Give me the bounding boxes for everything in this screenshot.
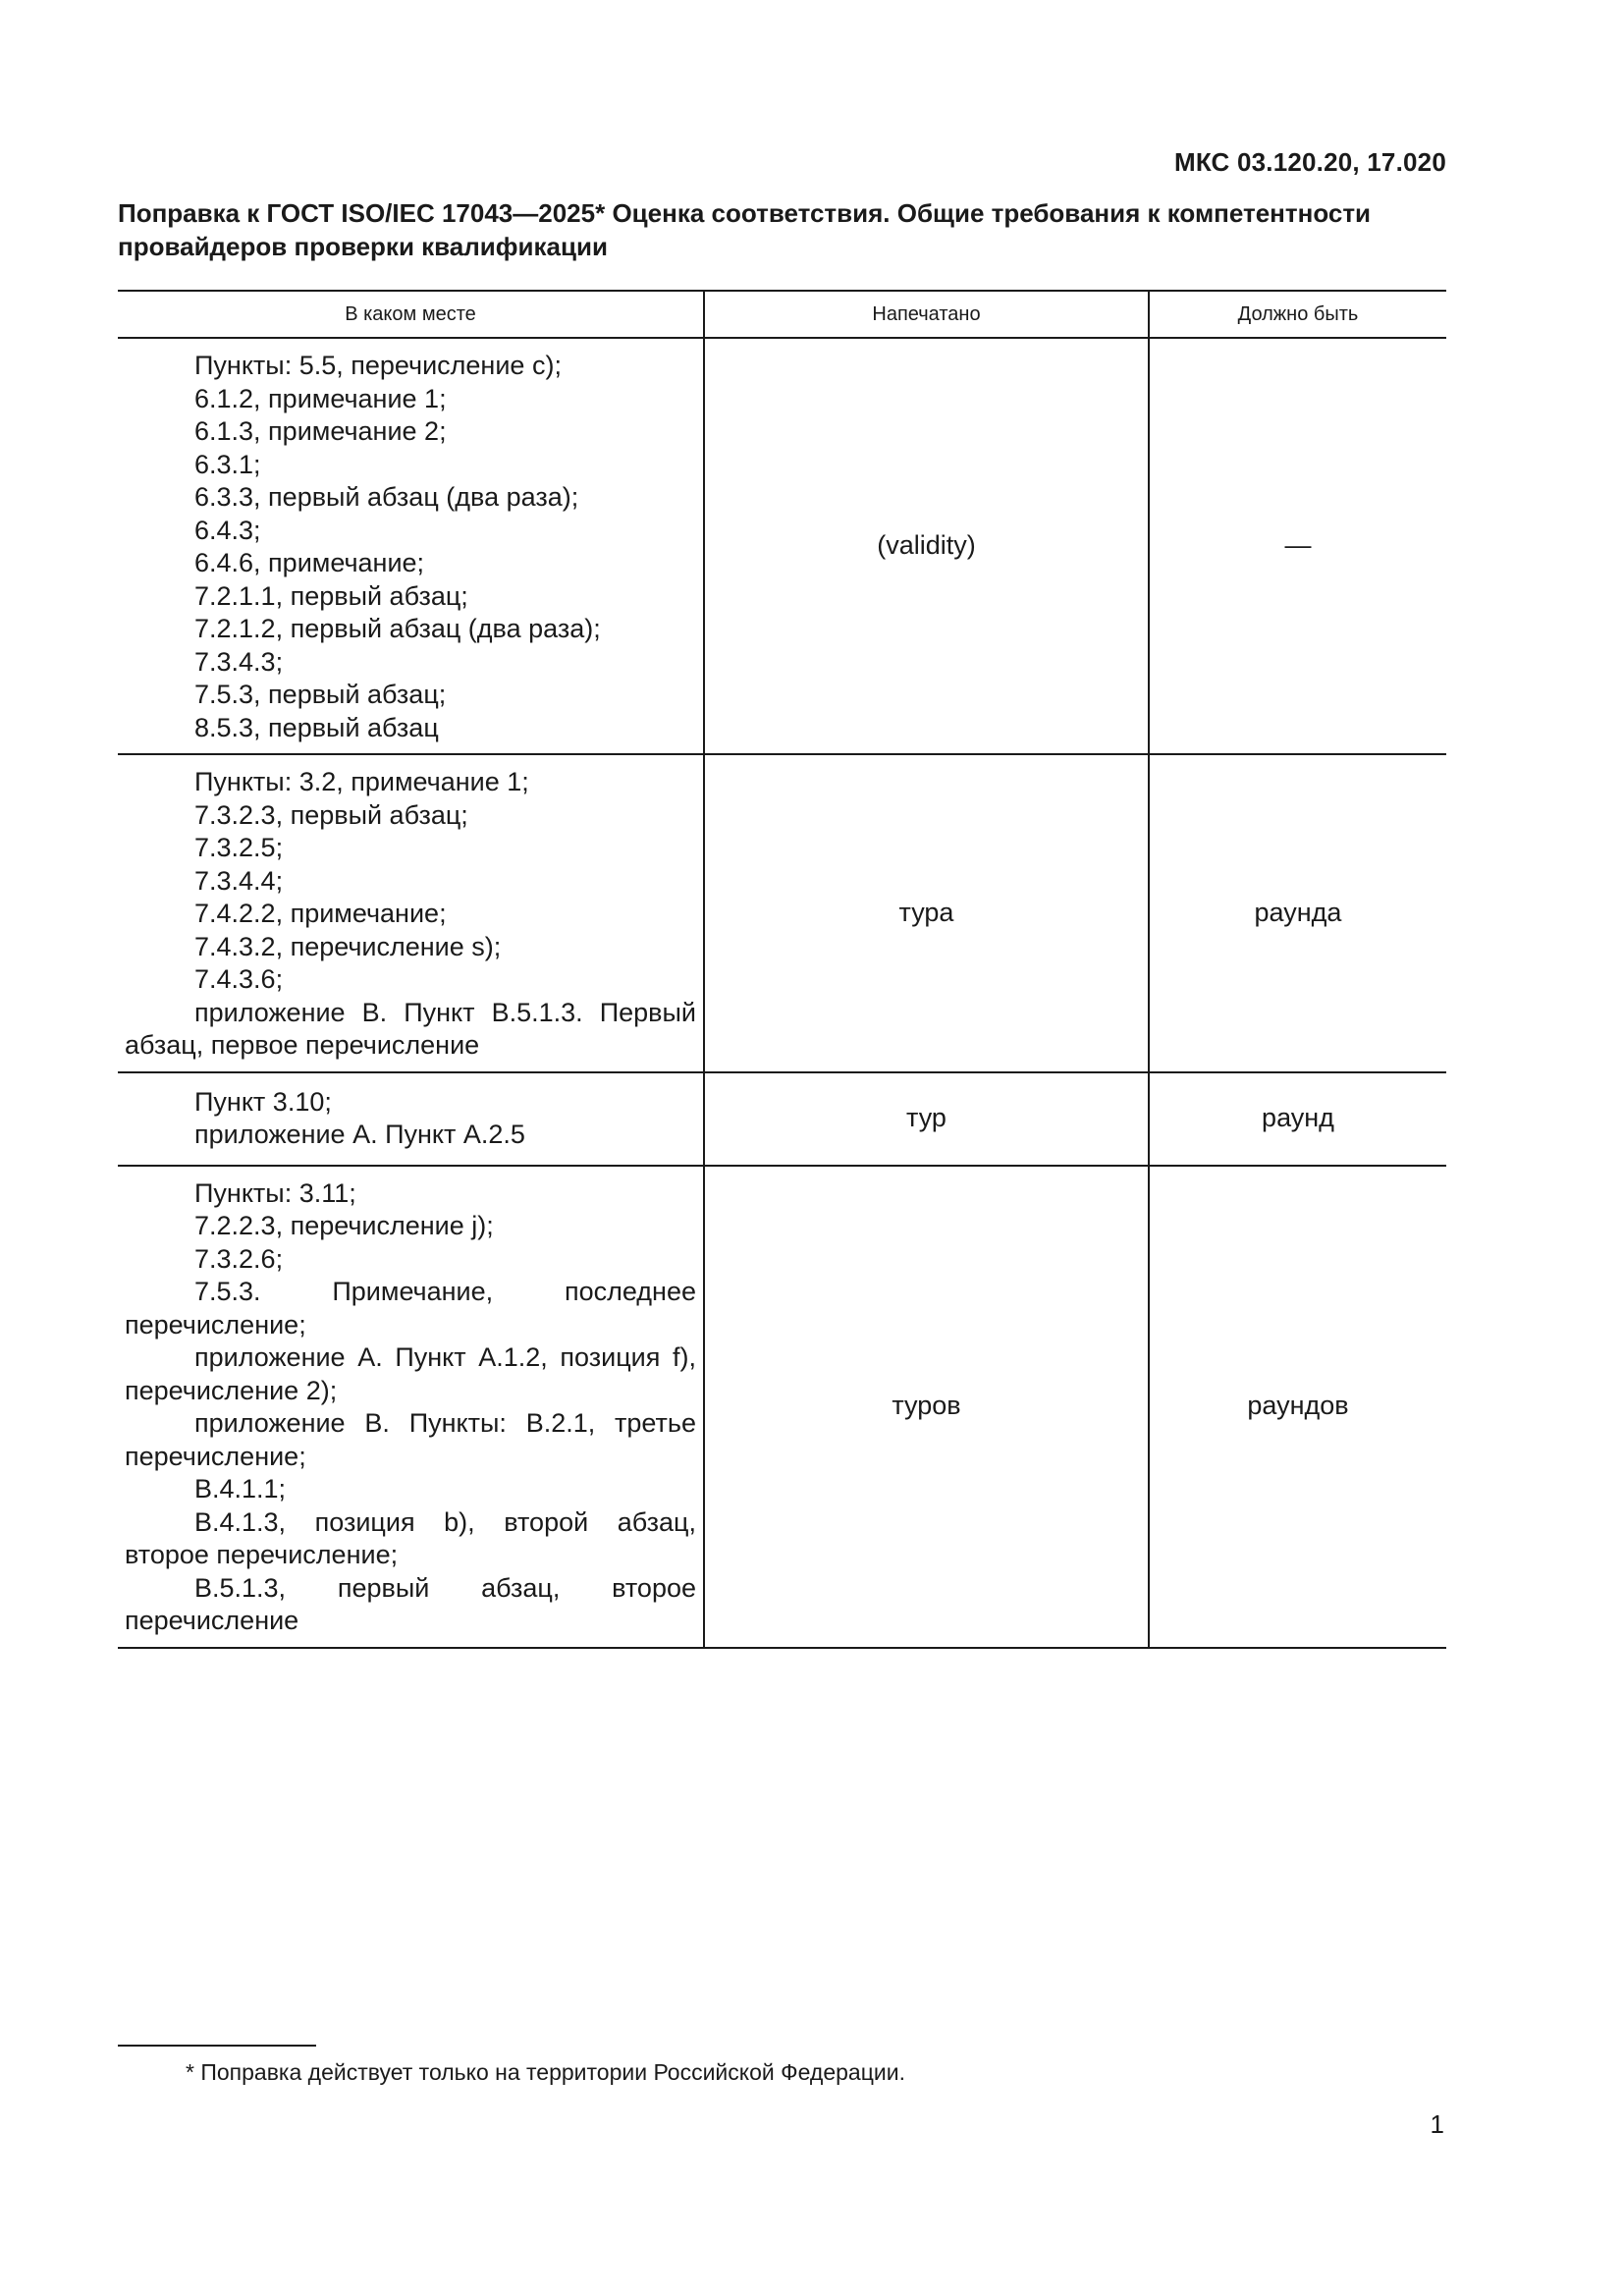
where-line: 7.2.1.1, первый абзац; xyxy=(194,580,468,611)
where-line: В.4.1.1; xyxy=(194,1474,287,1503)
table-row xyxy=(118,754,1446,1072)
where-line: В.4.1.3, позиция b), второй абзац, второе перечисление; xyxy=(125,1506,696,1569)
document-title: Поправка к ГОСТ ISO/IEC 17043—2025* Оценка соответствия. Общие требования к компетентности провайдеров проверки квалификации xyxy=(118,198,1372,261)
where-line: Пункты: 5.5, перечисление с); xyxy=(194,351,562,380)
where-line: 7.3.2.6; xyxy=(194,1243,284,1274)
printed-cell: тура xyxy=(704,754,1149,1072)
where-cell xyxy=(118,338,704,754)
where-line: 7.2.1.2, первый абзац (два раза); xyxy=(194,614,601,643)
table-row xyxy=(118,1072,1446,1166)
column-header-printed: Напечатано xyxy=(704,291,1149,338)
where-line: 6.1.3, примечание 2; xyxy=(194,416,447,446)
should-be-cell: раунд xyxy=(1149,1072,1446,1166)
column-header-should-be: Должно быть xyxy=(1149,291,1446,338)
where-line: приложение В. Пункты: В.2.1, третье перечисление; xyxy=(125,1408,696,1471)
should-be-cell: — xyxy=(1149,338,1446,754)
where-line: 7.2.2.3, перечисление j); xyxy=(194,1211,494,1240)
footnote: * Поправка действует только на территории Российской Федерации. xyxy=(186,2059,905,2085)
column-header-where: В каком месте xyxy=(118,291,704,338)
where-line: 6.1.2, примечание 1; xyxy=(194,383,447,413)
printed-cell: туров xyxy=(704,1166,1149,1648)
page-number: 1 xyxy=(1430,2109,1444,2139)
where-line: 7.4.3.2, перечисление s); xyxy=(194,931,502,961)
where-cell xyxy=(118,1072,704,1166)
where-line: приложение А. Пункт А.2.5 xyxy=(194,1120,525,1149)
where-line: 7.3.4.3; xyxy=(194,646,284,677)
where-line: 7.3.2.5; xyxy=(194,833,284,862)
where-line: 7.3.2.3, первый абзац; xyxy=(194,799,468,830)
footnote-divider xyxy=(118,2045,316,2047)
where-line: 7.4.2.2, примечание; xyxy=(194,899,447,928)
mks-code: МКС 03.120.20, 17.020 xyxy=(1173,147,1446,177)
where-line: 7.3.4.4; xyxy=(194,865,284,896)
where-line: 7.5.3, первый абзац; xyxy=(194,680,447,709)
table-row xyxy=(118,1166,1446,1648)
where-line: 6.4.6, примечание; xyxy=(194,548,425,577)
printed-cell: (validity) xyxy=(704,338,1149,754)
where-cell xyxy=(118,754,704,1072)
where-cell xyxy=(118,1166,704,1648)
correction-table xyxy=(118,290,1446,1649)
where-line: 7.4.3.6; xyxy=(194,964,284,994)
where-line: приложение В. Пункт В.5.1.3. Первый абзац, первое перечисление xyxy=(125,997,696,1060)
table-header-row xyxy=(118,291,1446,338)
where-line: Пункты: 3.11; xyxy=(194,1177,356,1208)
should-be-cell: раундов xyxy=(1149,1166,1446,1648)
should-be-cell: раунда xyxy=(1149,754,1446,1072)
printed-cell: тур xyxy=(704,1072,1149,1166)
where-line: В.5.1.3, первый абзац, второе перечисление xyxy=(125,1572,696,1635)
where-line: Пункт 3.10; xyxy=(194,1086,332,1117)
where-line: Пункты: 3.2, примечание 1; xyxy=(194,767,529,796)
where-line: 6.3.3, первый абзац (два раза); xyxy=(194,482,579,512)
where-line: 6.4.3; xyxy=(194,515,261,545)
where-line: 8.5.3, первый абзац xyxy=(194,712,439,742)
where-line: приложение А. Пункт А.1.2, позиция f), перечисление 2); xyxy=(125,1342,696,1405)
where-line: 7.5.3. Примечание, последнее перечисление; xyxy=(125,1277,696,1339)
where-line: 6.3.1; xyxy=(194,449,261,479)
table-row xyxy=(118,338,1446,754)
